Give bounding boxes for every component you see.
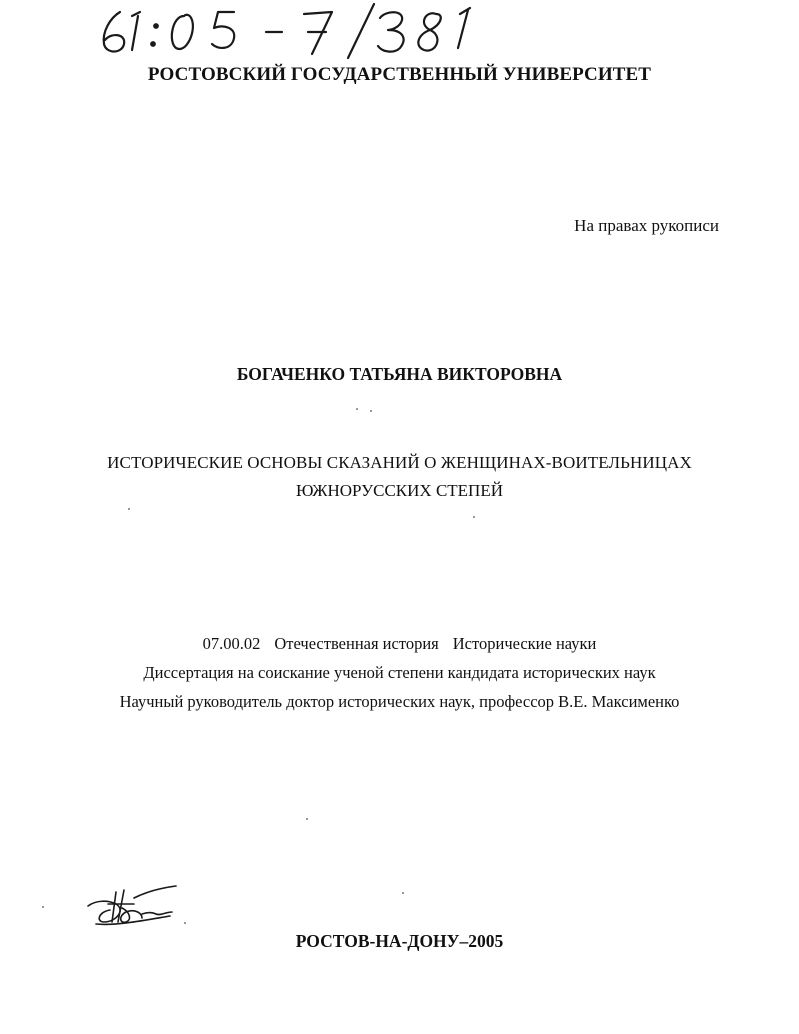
scan-speck xyxy=(370,410,372,412)
specialty-code: 07.00.02 xyxy=(202,634,261,653)
specialty-name: Отечественная история xyxy=(274,634,439,653)
signature-mark xyxy=(86,882,186,930)
specialty-line xyxy=(0,634,799,654)
scan-speck xyxy=(128,508,130,510)
author-name: БОГАЧЕНКО ТАТЬЯНА ВИКТОРОВНА xyxy=(236,364,563,384)
scan-speck xyxy=(306,818,308,820)
scan-speck xyxy=(473,516,475,518)
scan-speck xyxy=(402,892,404,894)
science-field: Исторические науки xyxy=(452,634,597,653)
degree-line: Диссертация на соискание ученой степени кандидата исторических наук xyxy=(143,663,656,682)
university-name: РОСТОВСКИЙ ГОСУДАРСТВЕННЫЙ УНИВЕРСИТЕТ xyxy=(147,64,652,85)
dissertation-title-line-2: ЮЖНОРУССКИХ СТЕПЕЙ xyxy=(295,481,503,500)
city-year: РОСТОВ-НА-ДОНУ–2005 xyxy=(295,931,504,951)
dissertation-title-line-1: ИСТОРИЧЕСКИЕ ОСНОВЫ СКАЗАНИЙ О ЖЕНЩИНАХ-ВОИТЕЛЬНИЦАХ xyxy=(107,453,692,472)
archive-code-handwritten xyxy=(96,2,486,60)
scan-speck xyxy=(356,408,358,410)
manuscript-note: На правах рукописи xyxy=(574,216,719,235)
scan-speck xyxy=(42,906,44,908)
supervisor-line: Научный руководитель доктор исторических наук, профессор В.Е. Максименко xyxy=(119,692,680,711)
